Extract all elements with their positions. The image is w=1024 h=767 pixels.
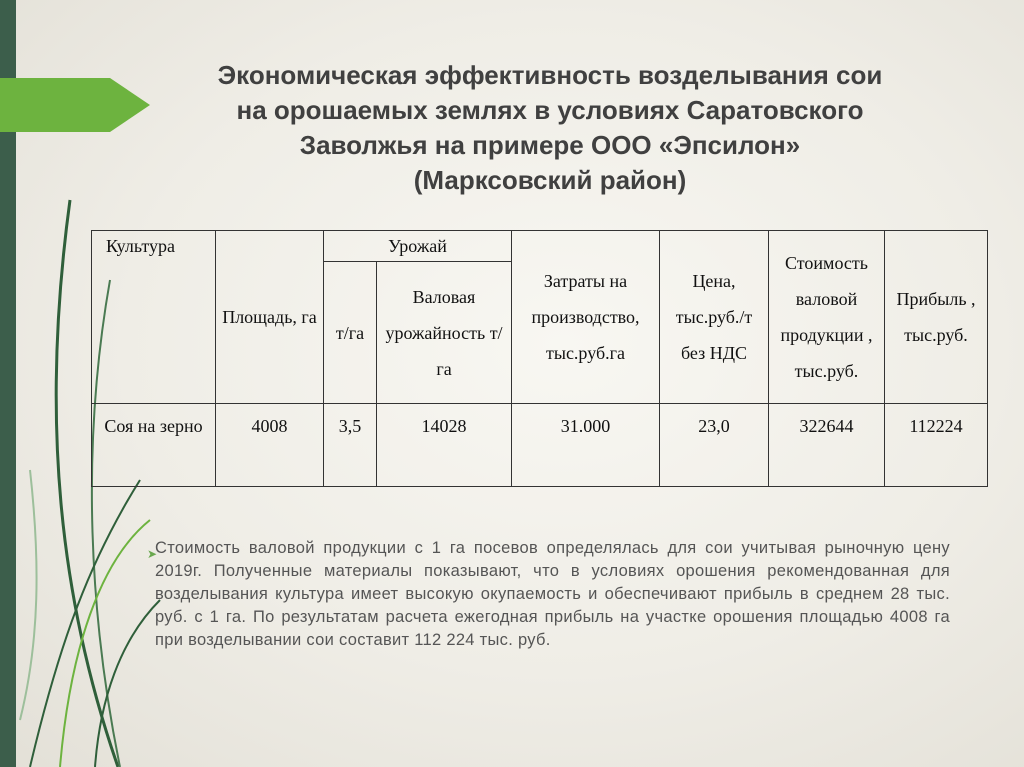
header-costs: Затраты на производство, тыс.руб.га bbox=[512, 231, 660, 404]
title-line-2: на орошаемых землях в условиях Саратовского bbox=[236, 95, 864, 125]
cell-gross-value: 322644 bbox=[769, 404, 885, 487]
header-gross-value: Стоимость валовой продукции , тыс.руб. bbox=[769, 231, 885, 404]
economics-table bbox=[91, 230, 988, 487]
title-line-1: Экономическая эффективность возделывания сои bbox=[217, 60, 883, 90]
cell-area: 4008 bbox=[216, 404, 324, 487]
header-culture: Культура bbox=[92, 231, 216, 404]
header-profit: Прибыль , тыс.руб. bbox=[885, 231, 988, 404]
header-price: Цена, тыс.руб./т без НДС bbox=[660, 231, 769, 404]
table-row bbox=[92, 404, 988, 487]
bullet-paragraph bbox=[147, 537, 950, 652]
grass-stem-5 bbox=[20, 470, 37, 720]
header-area: Площадь, га bbox=[216, 231, 324, 404]
header-yield-per-ha: т/га bbox=[324, 262, 377, 404]
title-line-3: Заволжья на примере ООО «Эпсилон» bbox=[299, 130, 801, 160]
cell-costs: 31.000 bbox=[512, 404, 660, 487]
arrow-bullet-icon: ➤ bbox=[147, 547, 158, 561]
cell-price: 23,0 bbox=[660, 404, 769, 487]
cell-culture: Соя на зерно bbox=[92, 404, 216, 487]
header-yield: Урожай bbox=[324, 231, 512, 262]
title-line-4: (Марксовский район) bbox=[413, 165, 687, 195]
header-gross-yield: Валовая урожайность т/га bbox=[377, 262, 512, 404]
grass-stem-3 bbox=[30, 480, 140, 767]
slide-title bbox=[160, 58, 940, 198]
cell-profit: 112224 bbox=[885, 404, 988, 487]
bullet-text: Стоимость валовой продукции с 1 га посевов определялась для сои учитывая рыночную цену 2019г. Полученные материалы показывают, что в условиях орошения рекомендованная для возделывания культура имеет высокую окупаемость и обеспечивают прибыль в среднем 28 тыс. руб. с 1 га. По результатам расчета ежегодная прибыль на участке орошения площадью 4008 га при возделывании сои составит 112 224 тыс. руб. bbox=[155, 539, 950, 649]
cell-yield-per-ha: 3,5 bbox=[324, 404, 377, 487]
cell-gross-yield: 14028 bbox=[377, 404, 512, 487]
green-arrow-shape bbox=[0, 78, 150, 132]
